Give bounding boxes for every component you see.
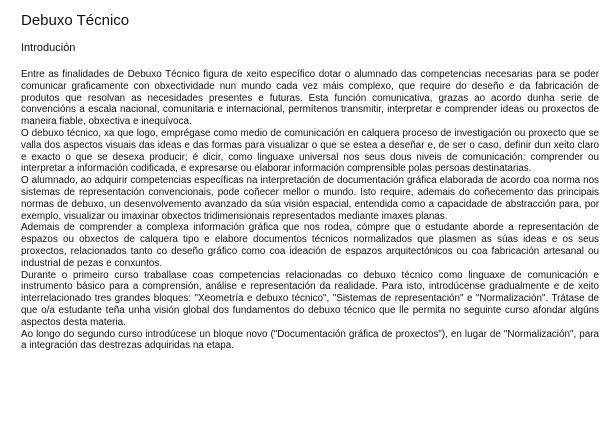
paragraph: Entre as finalidades de Debuxo Técnico figura de xeito específico dotar o alumnado das competencias necesarias para se poder comunicar graficamente con obxectividade nun mundo cada vez máis complexo, que require do deseño e da fabricación de produtos que resolvan as necesidades presentes e futuras. Esta función comunicativa, grazas ao acordo dunha serie de convencións a escala nacional, comunitaria e internacional, permítenos transmitir, interpretar e comprender ideas ou proxectos de maneira fiable, obxectiva e inequívoca. — [21, 69, 599, 128]
section-heading: Introdución — [21, 42, 76, 54]
document-page — [21, 12, 599, 352]
paragraph: O alumnado, ao adquirir competencias específicas na interpretación de documentación gráfica elaborada de acordo coa norma nos sistemas de representación convencionais, pode coñecer mellor o mundo. Isto require, ademais do coñecemento das principais normas de debuxo, un desenvolvemento avanzado da súa visión espacial, entendida como a capacidade de abstracción para, por exemplo, visualizar ou imaxinar obxectos tridimensionais representados mediante imaxes planas. — [21, 175, 599, 222]
paragraph: O debuxo técnico, xa que logo, emprégase como medio de comunicación en calquera proceso de investigación ou proxecto que se valla dos aspectos visuais das ideas e das formas para visualizar o que se estea a deseñar e, de ser o caso, definir dun xeito claro e exacto o que se desexa producir; é dicir, como linguaxe universal nos seus dous niveis de comunicación: comprender ou interpretar a información codificada, e expresarse ou elaborar información comprensible polas persoas destinatarias. — [21, 127, 599, 175]
page-title: Debuxo Técnico — [21, 12, 130, 29]
body-text — [21, 69, 599, 352]
paragraph: Ademais de comprender a complexa información gráfica que nos rodea, cómpre que o estudante aborde a representación de espazos ou obxectos de calquera tipo e elabore documentos técnicos normalizados que plasmen as súas ideas e os seus proxectos, relacionados tanto co deseño gráfico como coa ideación de espazos arquitectónicos ou coa fabricación artesanal ou industrial de pezas e conxuntos. — [21, 222, 599, 269]
paragraph: Ao longo do segundo curso introdúcese un bloque novo ("Documentación gráfica de proxectos"), en lugar de "Normalización", para a integración das destrezas adquiridas na etapa. — [21, 328, 599, 352]
paragraph: Durante o primeiro curso traballase coas competencias relacionadas co debuxo técnico como linguaxe de comunicación e instrumento básico para a comprensión, análise e representación da realidade. Para isto, introdúcense gradualmente e de xeito interrelacionado tres grandes bloques: "Xeometría e debuxo técnico", "Sistemas de representación" e "Normalización". Trátase de que o/a estudante teña unha visión global dos fundamentos do debuxo técnico que lle permita no seguinte curso afondar algúns aspectos desta materia. — [21, 269, 599, 328]
